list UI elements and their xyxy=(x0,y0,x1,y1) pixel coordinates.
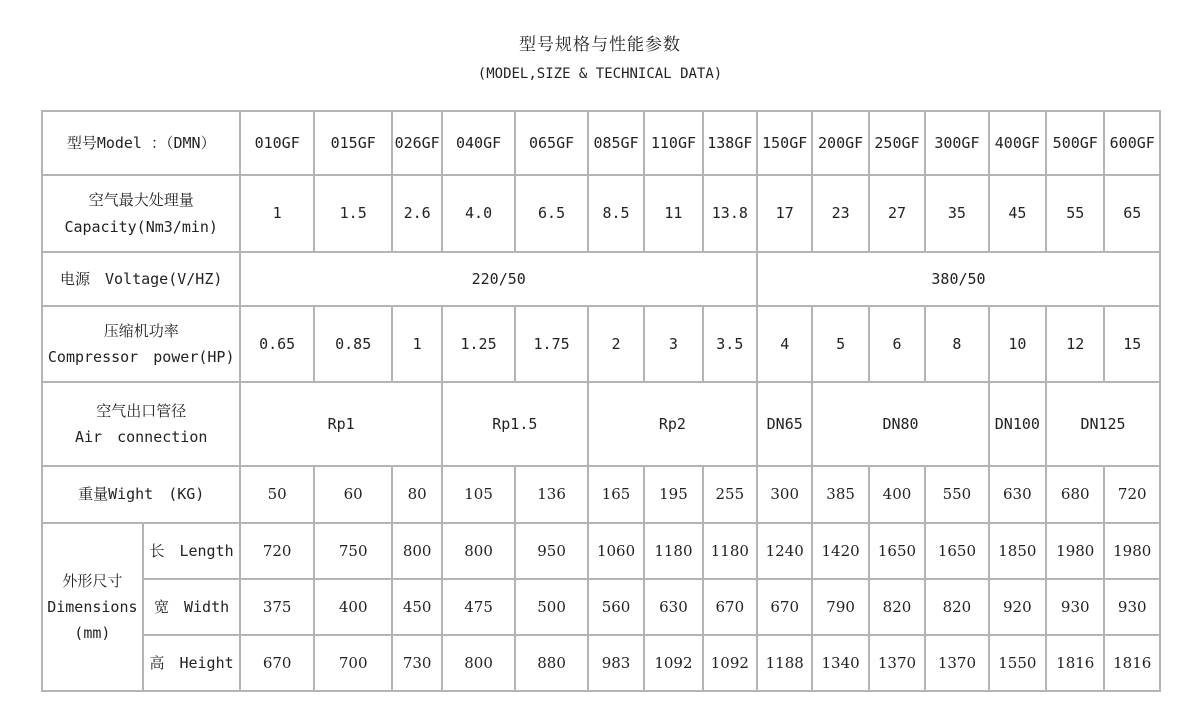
air-label-en: Air connection xyxy=(75,428,208,446)
weight-cell: 165 xyxy=(588,466,644,523)
power-cell: 8 xyxy=(925,306,988,382)
air-group-cell: DN125 xyxy=(1046,382,1160,466)
width-cell: 560 xyxy=(588,579,644,635)
height-cell: 1550 xyxy=(989,635,1046,691)
width-cell: 475 xyxy=(442,579,516,635)
capacity-cell: 13.8 xyxy=(703,175,757,252)
capacity-cell: 1.5 xyxy=(314,175,393,252)
model-cell: 010GF xyxy=(240,111,314,175)
model-cell: 500GF xyxy=(1046,111,1104,175)
weight-cell: 136 xyxy=(515,466,588,523)
power-label-en: Compressor power(HP) xyxy=(47,348,235,366)
power-cell: 2 xyxy=(588,306,644,382)
voltage-label: 电源 Voltage(V/HZ) xyxy=(42,252,240,306)
air-group-cell: Rp2 xyxy=(588,382,757,466)
weight-cell: 550 xyxy=(925,466,988,523)
power-cell: 1.75 xyxy=(515,306,588,382)
weight-cell: 195 xyxy=(644,466,702,523)
length-cell: 1650 xyxy=(925,523,988,579)
length-cell: 1180 xyxy=(644,523,702,579)
capacity-cell: 2.6 xyxy=(392,175,441,252)
power-cell: 1 xyxy=(392,306,441,382)
height-cell: 700 xyxy=(314,635,393,691)
air-group-cell: Rp1 xyxy=(240,382,441,466)
weight-cell: 300 xyxy=(757,466,812,523)
capacity-label-cn: 空气最大处理量 xyxy=(88,191,194,210)
width-cell: 670 xyxy=(757,579,812,635)
length-cell: 800 xyxy=(442,523,516,579)
width-cell: 790 xyxy=(812,579,868,635)
width-cell: 400 xyxy=(314,579,393,635)
width-cell: 920 xyxy=(989,579,1046,635)
weight-cell: 60 xyxy=(314,466,393,523)
air-group-cell: DN65 xyxy=(757,382,812,466)
width-label: 宽 Width xyxy=(143,579,241,635)
height-cell: 1092 xyxy=(644,635,702,691)
dimensions-label-en: Dimensions xyxy=(47,597,138,616)
weight-cell: 80 xyxy=(392,466,441,523)
weight-cell: 255 xyxy=(703,466,757,523)
air-group-cell: Rp1.5 xyxy=(442,382,588,466)
row-length xyxy=(42,523,1160,579)
height-cell: 1188 xyxy=(757,635,812,691)
weight-label: 重量Wight (KG) xyxy=(42,466,240,523)
model-cell: 300GF xyxy=(925,111,988,175)
capacity-cell: 27 xyxy=(869,175,925,252)
height-cell: 800 xyxy=(442,635,516,691)
row-capacity xyxy=(42,175,1160,252)
capacity-cell: 65 xyxy=(1104,175,1160,252)
weight-cell: 105 xyxy=(442,466,516,523)
width-cell: 500 xyxy=(515,579,588,635)
width-cell: 930 xyxy=(1104,579,1160,635)
length-cell: 750 xyxy=(314,523,393,579)
model-cell: 040GF xyxy=(442,111,516,175)
spec-table xyxy=(41,110,1161,692)
width-cell: 820 xyxy=(869,579,925,635)
length-cell: 1850 xyxy=(989,523,1046,579)
capacity-cell: 45 xyxy=(989,175,1046,252)
model-cell: 150GF xyxy=(757,111,812,175)
length-label: 长 Length xyxy=(143,523,241,579)
capacity-cell: 4.0 xyxy=(442,175,516,252)
weight-cell: 400 xyxy=(869,466,925,523)
height-label: 高 Height xyxy=(143,635,241,691)
height-cell: 670 xyxy=(240,635,314,691)
model-cell: 400GF xyxy=(989,111,1046,175)
air-label xyxy=(42,382,240,466)
page-subtitle: (MODEL,SIZE & TECHNICAL DATA) xyxy=(477,66,723,82)
page-title: 型号规格与性能参数 xyxy=(519,35,681,55)
power-cell: 15 xyxy=(1104,306,1160,382)
width-cell: 930 xyxy=(1046,579,1104,635)
row-model xyxy=(42,111,1160,175)
capacity-cell: 8.5 xyxy=(588,175,644,252)
length-cell: 950 xyxy=(515,523,588,579)
height-cell: 1370 xyxy=(925,635,988,691)
row-height xyxy=(42,635,1160,691)
power-cell: 10 xyxy=(989,306,1046,382)
model-cell: 026GF xyxy=(392,111,441,175)
model-cell: 600GF xyxy=(1104,111,1160,175)
row-weight xyxy=(42,466,1160,523)
power-cell: 6 xyxy=(869,306,925,382)
air-group-cell: DN100 xyxy=(989,382,1046,466)
power-cell: 3 xyxy=(644,306,702,382)
weight-cell: 385 xyxy=(812,466,868,523)
power-cell: 12 xyxy=(1046,306,1104,382)
width-cell: 630 xyxy=(644,579,702,635)
model-cell: 065GF xyxy=(515,111,588,175)
capacity-cell: 11 xyxy=(644,175,702,252)
length-cell: 720 xyxy=(240,523,314,579)
row-voltage xyxy=(42,252,1160,306)
voltage-group-220: 220/50 xyxy=(240,252,757,306)
model-cell: 250GF xyxy=(869,111,925,175)
power-label-cn: 压缩机功率 xyxy=(103,321,179,340)
length-cell: 800 xyxy=(392,523,441,579)
width-cell: 820 xyxy=(925,579,988,635)
height-cell: 983 xyxy=(588,635,644,691)
model-cell: 110GF xyxy=(644,111,702,175)
power-cell: 5 xyxy=(812,306,868,382)
dimensions-label xyxy=(42,523,143,691)
row-air-connection xyxy=(42,382,1160,466)
power-cell: 1.25 xyxy=(442,306,516,382)
row-width xyxy=(42,579,1160,635)
capacity-label-en: Capacity(Nm3/min) xyxy=(64,217,218,236)
model-label: 型号Model ：（DMN） xyxy=(42,111,240,175)
length-cell: 1240 xyxy=(757,523,812,579)
length-cell: 1980 xyxy=(1104,523,1160,579)
weight-cell: 720 xyxy=(1104,466,1160,523)
capacity-label xyxy=(42,175,240,252)
power-label xyxy=(42,306,240,382)
capacity-cell: 6.5 xyxy=(515,175,588,252)
air-label-cn: 空气出口管径 xyxy=(96,401,187,420)
dimensions-label-unit: (mm) xyxy=(74,624,111,643)
length-cell: 1420 xyxy=(812,523,868,579)
height-cell: 730 xyxy=(392,635,441,691)
width-cell: 450 xyxy=(392,579,441,635)
power-cell: 3.5 xyxy=(703,306,757,382)
capacity-cell: 17 xyxy=(757,175,812,252)
power-cell: 0.65 xyxy=(240,306,314,382)
dimensions-label-cn: 外形尺寸 xyxy=(62,571,123,590)
capacity-cell: 1 xyxy=(240,175,314,252)
capacity-cell: 23 xyxy=(812,175,868,252)
model-cell: 138GF xyxy=(703,111,757,175)
weight-cell: 680 xyxy=(1046,466,1104,523)
height-cell: 1816 xyxy=(1046,635,1104,691)
length-cell: 1180 xyxy=(703,523,757,579)
height-cell: 1092 xyxy=(703,635,757,691)
model-cell: 015GF xyxy=(314,111,393,175)
model-cell: 085GF xyxy=(588,111,644,175)
width-cell: 375 xyxy=(240,579,314,635)
model-cell: 200GF xyxy=(812,111,868,175)
voltage-group-380: 380/50 xyxy=(757,252,1160,306)
weight-cell: 50 xyxy=(240,466,314,523)
width-cell: 670 xyxy=(703,579,757,635)
length-cell: 1060 xyxy=(588,523,644,579)
weight-cell: 630 xyxy=(989,466,1046,523)
air-group-cell: DN80 xyxy=(812,382,988,466)
height-cell: 1340 xyxy=(812,635,868,691)
power-cell: 4 xyxy=(757,306,812,382)
height-cell: 1370 xyxy=(869,635,925,691)
length-cell: 1650 xyxy=(869,523,925,579)
capacity-cell: 55 xyxy=(1046,175,1104,252)
height-cell: 1816 xyxy=(1104,635,1160,691)
row-power xyxy=(42,306,1160,382)
height-cell: 880 xyxy=(515,635,588,691)
power-cell: 0.85 xyxy=(314,306,393,382)
capacity-cell: 35 xyxy=(925,175,988,252)
length-cell: 1980 xyxy=(1046,523,1104,579)
